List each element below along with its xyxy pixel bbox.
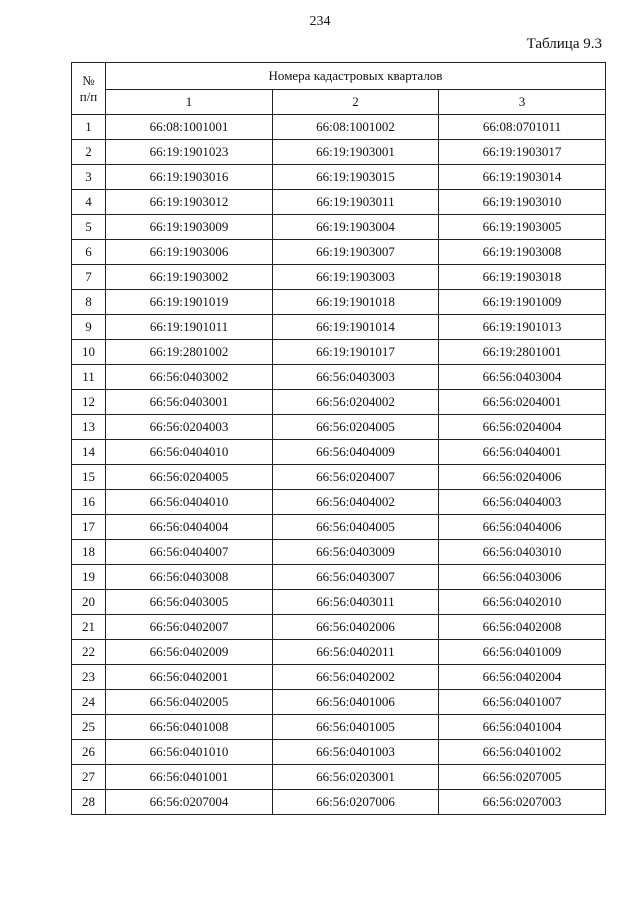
- row-number-cell: 23: [72, 665, 106, 690]
- table-row: [72, 340, 606, 365]
- row-number-cell: 26: [72, 740, 106, 765]
- cadastral-number-cell: 66:56:0207005: [439, 765, 606, 790]
- cadastral-number-cell: 66:56:0402005: [106, 690, 273, 715]
- row-number-cell: 6: [72, 240, 106, 265]
- table-row: [72, 215, 606, 240]
- table-row: [72, 315, 606, 340]
- cadastral-number-cell: 66:56:0401004: [439, 715, 606, 740]
- cadastral-number-cell: 66:56:0401002: [439, 740, 606, 765]
- table-body: [72, 115, 606, 815]
- cadastral-number-cell: 66:56:0401008: [106, 715, 273, 740]
- page-number: 234: [309, 14, 331, 29]
- table-row: [72, 290, 606, 315]
- column-number-header: 1: [106, 90, 273, 115]
- cadastral-number-cell: 66:56:0404001: [439, 440, 606, 465]
- cadastral-number-cell: 66:19:1903007: [273, 240, 439, 265]
- row-number-cell: 2: [72, 140, 106, 165]
- cadastral-number-cell: 66:56:0403003: [273, 365, 439, 390]
- cadastral-number-cell: 66:56:0403007: [273, 565, 439, 590]
- column-number-header: 3: [439, 90, 606, 115]
- cadastral-number-cell: 66:56:0402007: [106, 615, 273, 640]
- cadastral-number-cell: 66:56:0401007: [439, 690, 606, 715]
- row-number-cell: 25: [72, 715, 106, 740]
- cadastral-number-cell: 66:19:1903002: [106, 265, 273, 290]
- row-number-cell: 20: [72, 590, 106, 615]
- table-row: [72, 390, 606, 415]
- table-row: [72, 165, 606, 190]
- cadastral-number-cell: 66:19:1903016: [106, 165, 273, 190]
- cadastral-number-cell: 66:56:0401010: [106, 740, 273, 765]
- table-row: [72, 415, 606, 440]
- row-number-cell: 21: [72, 615, 106, 640]
- row-number-cell: 18: [72, 540, 106, 565]
- cadastral-number-cell: 66:56:0207006: [273, 790, 439, 815]
- table-row: [72, 640, 606, 665]
- table-row: [72, 665, 606, 690]
- row-number-cell: 12: [72, 390, 106, 415]
- row-number-cell: 11: [72, 365, 106, 390]
- cadastral-number-cell: 66:56:0203001: [273, 765, 439, 790]
- row-number-cell: 27: [72, 765, 106, 790]
- cadastral-number-cell: 66:19:1901014: [273, 315, 439, 340]
- row-number-cell: 15: [72, 465, 106, 490]
- cadastral-number-cell: 66:19:1901013: [439, 315, 606, 340]
- cadastral-number-cell: 66:19:1903018: [439, 265, 606, 290]
- cadastral-number-cell: 66:56:0402004: [439, 665, 606, 690]
- cadastral-number-cell: 66:56:0404004: [106, 515, 273, 540]
- table-row: [72, 465, 606, 490]
- cadastral-numbers-group-header: Номера кадастровых кварталов: [106, 63, 606, 90]
- cadastral-number-cell: 66:19:2801001: [439, 340, 606, 365]
- cadastral-number-cell: 66:56:0204001: [439, 390, 606, 415]
- row-number-cell: 5: [72, 215, 106, 240]
- cadastral-number-cell: 66:56:0403010: [439, 540, 606, 565]
- cadastral-number-cell: 66:56:0404006: [439, 515, 606, 540]
- table-row: [72, 790, 606, 815]
- table-row: [72, 540, 606, 565]
- cadastral-number-cell: 66:19:1903010: [439, 190, 606, 215]
- cadastral-number-cell: 66:56:0204007: [273, 465, 439, 490]
- row-number-cell: 13: [72, 415, 106, 440]
- table-row: [72, 740, 606, 765]
- cadastral-quarters-table: [71, 62, 606, 815]
- cadastral-number-cell: 66:19:1901011: [106, 315, 273, 340]
- cadastral-number-cell: 66:19:1903009: [106, 215, 273, 240]
- row-number-header-line2: п/п: [79, 88, 98, 104]
- row-number-cell: 3: [72, 165, 106, 190]
- row-number-cell: 10: [72, 340, 106, 365]
- cadastral-number-cell: 66:19:1903006: [106, 240, 273, 265]
- cadastral-number-cell: 66:19:1901019: [106, 290, 273, 315]
- cadastral-number-cell: 66:56:0204005: [106, 465, 273, 490]
- cadastral-number-cell: 66:19:1903003: [273, 265, 439, 290]
- cadastral-number-cell: 66:56:0204002: [273, 390, 439, 415]
- row-number-cell: 28: [72, 790, 106, 815]
- cadastral-number-cell: 66:56:0207004: [106, 790, 273, 815]
- cadastral-number-cell: 66:56:0404003: [439, 490, 606, 515]
- cadastral-number-cell: 66:56:0401006: [273, 690, 439, 715]
- row-number-cell: 8: [72, 290, 106, 315]
- cadastral-number-cell: 66:56:0404010: [106, 440, 273, 465]
- cadastral-number-cell: 66:56:0402001: [106, 665, 273, 690]
- cadastral-number-cell: 66:19:1903014: [439, 165, 606, 190]
- cadastral-number-cell: 66:56:0402006: [273, 615, 439, 640]
- cadastral-number-cell: 66:56:0404009: [273, 440, 439, 465]
- cadastral-number-cell: 66:56:0404007: [106, 540, 273, 565]
- cadastral-number-cell: 66:56:0204004: [439, 415, 606, 440]
- cadastral-number-cell: 66:56:0403005: [106, 590, 273, 615]
- row-number-cell: 4: [72, 190, 106, 215]
- cadastral-number-cell: 66:19:1901009: [439, 290, 606, 315]
- cadastral-number-cell: 66:56:0403011: [273, 590, 439, 615]
- cadastral-number-cell: 66:19:1903004: [273, 215, 439, 240]
- cadastral-number-cell: 66:56:0401005: [273, 715, 439, 740]
- cadastral-number-cell: 66:56:0403001: [106, 390, 273, 415]
- table-row: [72, 140, 606, 165]
- cadastral-number-cell: 66:08:0701011: [439, 115, 606, 140]
- row-number-cell: 19: [72, 565, 106, 590]
- cadastral-number-cell: 66:56:0402009: [106, 640, 273, 665]
- row-number-cell: 9: [72, 315, 106, 340]
- cadastral-number-cell: 66:56:0401001: [106, 765, 273, 790]
- column-number-header: 2: [273, 90, 439, 115]
- table-row: [72, 765, 606, 790]
- cadastral-number-cell: 66:56:0204005: [273, 415, 439, 440]
- table-caption: Таблица 9.3: [526, 36, 602, 52]
- cadastral-number-cell: 66:56:0207003: [439, 790, 606, 815]
- table-row: [72, 115, 606, 140]
- cadastral-number-cell: 66:56:0403009: [273, 540, 439, 565]
- row-number-cell: 14: [72, 440, 106, 465]
- cadastral-number-cell: 66:56:0401003: [273, 740, 439, 765]
- table-row: [72, 265, 606, 290]
- table-row: [72, 690, 606, 715]
- cadastral-number-cell: 66:08:1001001: [106, 115, 273, 140]
- table-row: [72, 190, 606, 215]
- cadastral-number-cell: 66:19:1903001: [273, 140, 439, 165]
- row-number-header-line1: №: [82, 72, 95, 88]
- cadastral-number-cell: 66:56:0204006: [439, 465, 606, 490]
- cadastral-number-cell: 66:56:0403008: [106, 565, 273, 590]
- row-number-cell: 1: [72, 115, 106, 140]
- cadastral-number-cell: 66:56:0402011: [273, 640, 439, 665]
- table-row: [72, 565, 606, 590]
- cadastral-number-cell: 66:56:0402008: [439, 615, 606, 640]
- cadastral-number-cell: 66:19:1903015: [273, 165, 439, 190]
- row-number-header: [72, 63, 106, 115]
- cadastral-number-cell: 66:19:1901023: [106, 140, 273, 165]
- table-row: [72, 240, 606, 265]
- cadastral-number-cell: 66:56:0404005: [273, 515, 439, 540]
- cadastral-number-cell: 66:56:0403002: [106, 365, 273, 390]
- row-number-cell: 22: [72, 640, 106, 665]
- table-row: [72, 590, 606, 615]
- cadastral-number-cell: 66:19:1903012: [106, 190, 273, 215]
- row-number-cell: 24: [72, 690, 106, 715]
- cadastral-number-cell: 66:19:1903005: [439, 215, 606, 240]
- table-row: [72, 440, 606, 465]
- cadastral-number-cell: 66:56:0204003: [106, 415, 273, 440]
- table-row: [72, 490, 606, 515]
- table-row: [72, 365, 606, 390]
- cadastral-number-cell: 66:19:1903011: [273, 190, 439, 215]
- table-row: [72, 615, 606, 640]
- table-row: [72, 515, 606, 540]
- row-number-cell: 7: [72, 265, 106, 290]
- row-number-cell: 16: [72, 490, 106, 515]
- cadastral-number-cell: 66:56:0402002: [273, 665, 439, 690]
- row-number-cell: 17: [72, 515, 106, 540]
- cadastral-number-cell: 66:08:1001002: [273, 115, 439, 140]
- cadastral-number-cell: 66:56:0403004: [439, 365, 606, 390]
- table-row: [72, 715, 606, 740]
- cadastral-number-cell: 66:56:0401009: [439, 640, 606, 665]
- cadastral-number-cell: 66:56:0404010: [106, 490, 273, 515]
- cadastral-number-cell: 66:19:1903017: [439, 140, 606, 165]
- cadastral-number-cell: 66:19:1901018: [273, 290, 439, 315]
- cadastral-number-cell: 66:19:1901017: [273, 340, 439, 365]
- cadastral-number-cell: 66:56:0404002: [273, 490, 439, 515]
- cadastral-number-cell: 66:19:2801002: [106, 340, 273, 365]
- cadastral-number-cell: 66:19:1903008: [439, 240, 606, 265]
- cadastral-number-cell: 66:56:0403006: [439, 565, 606, 590]
- cadastral-number-cell: 66:56:0402010: [439, 590, 606, 615]
